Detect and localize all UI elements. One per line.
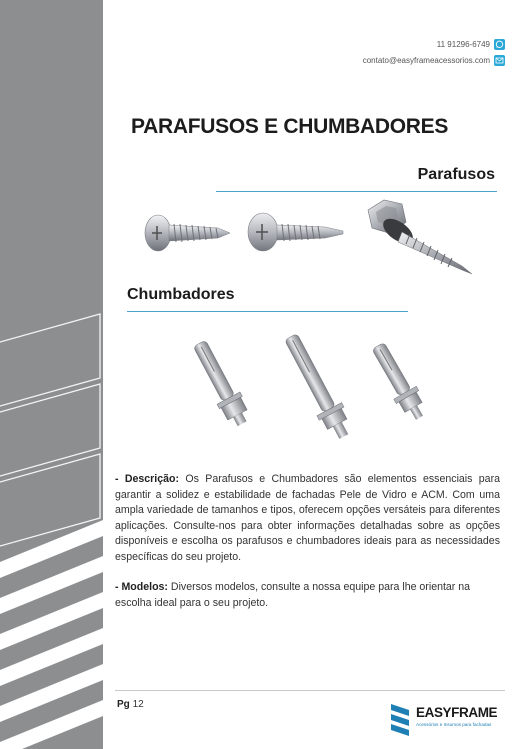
section-divider xyxy=(216,191,497,192)
description-paragraph xyxy=(115,472,500,566)
decorative-sidebar xyxy=(0,0,103,749)
whatsapp-icon[interactable] xyxy=(494,39,505,50)
logo-mark-icon xyxy=(389,702,413,736)
section-heading-chumbadores: Chumbadores xyxy=(127,286,235,303)
models-label: - Modelos: xyxy=(115,581,168,593)
sleeve-anchor-bolt-image xyxy=(360,338,440,430)
envelope-icon[interactable] xyxy=(494,55,505,66)
description-label: - Descrição: xyxy=(115,473,180,485)
long-anchor-bolt-image xyxy=(270,330,366,446)
sidebar-pattern xyxy=(0,0,103,749)
contact-email[interactable]: contato@easyframeacessorios.com xyxy=(362,56,490,65)
page-number-value: 12 xyxy=(132,699,144,710)
short-anchor-bolt-image xyxy=(186,336,256,432)
models-text: Diversos modelos, consulte a nossa equipe para lhe orientar na escolha ideal para o seu projeto. xyxy=(115,581,471,609)
page-title: PARAFUSOS E CHUMBADORES xyxy=(131,115,449,138)
easyframe-logo xyxy=(389,702,509,740)
models-paragraph xyxy=(115,580,500,611)
page-label: Pg xyxy=(117,699,130,710)
section-heading-parafusos: Parafusos xyxy=(417,166,495,183)
pan-head-screw-image xyxy=(138,208,234,258)
logo-name: EASYFRAME xyxy=(416,705,498,720)
logo-tagline: Acessórios e Insumos para fachadas xyxy=(416,722,492,727)
self-drilling-screw-image xyxy=(243,207,347,259)
page-number xyxy=(117,699,144,710)
description-text: Os Parafusos e Chumbadores são elementos essenciais para garantir a solidez e estabilidade de fachadas Pele de Vidro e ACM. Com uma ampla variedade de tamanhos e tipos, oferecem opções versáteis para diferentes aplicações. Consulte-nos para obter informações detalhadas sobre as opções disponíveis e escolha os parafusos e chumbadores ideais para as necessidades específicas do seu projeto. xyxy=(115,473,500,563)
section-divider xyxy=(127,311,408,312)
hex-head-washer-screw-image xyxy=(358,196,478,278)
contact-phone[interactable]: 11 91296-6749 xyxy=(436,40,490,49)
footer-divider xyxy=(115,690,505,691)
